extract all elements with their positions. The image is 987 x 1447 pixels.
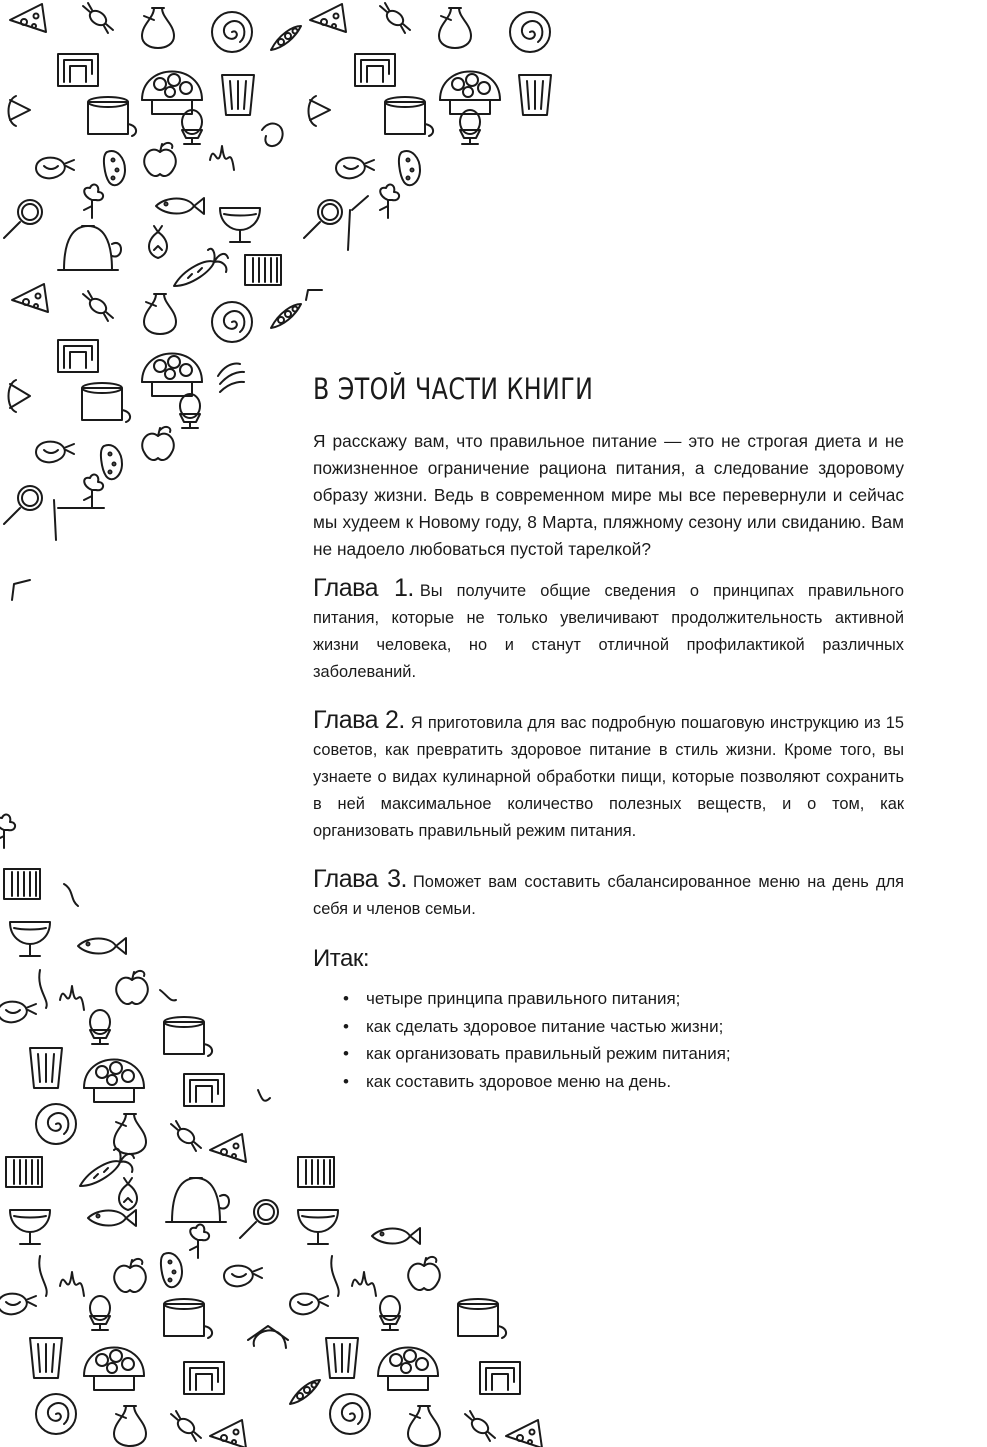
vase-icon <box>142 8 174 48</box>
spoon-icon <box>54 500 104 540</box>
wine-glass-icon <box>10 1210 50 1244</box>
vase-icon <box>114 1114 146 1154</box>
peapod-icon <box>271 304 301 328</box>
fish-icon <box>88 1210 136 1226</box>
sausage-icon <box>101 445 122 479</box>
meat-icon <box>0 1002 36 1023</box>
swirl-bun-icon <box>36 1104 76 1144</box>
egg-cup-icon <box>90 1010 110 1044</box>
cheese-icon <box>210 1134 246 1162</box>
tin-icon <box>164 1299 212 1338</box>
meat-icon <box>0 1294 36 1315</box>
pretzel-icon <box>9 380 31 412</box>
box-icon <box>184 1074 224 1106</box>
summary-heading: Итак: <box>313 945 369 972</box>
sausage-icon <box>399 151 420 185</box>
swirl-icon <box>258 1090 270 1101</box>
vase-icon <box>114 1406 146 1446</box>
box-icon <box>480 1362 520 1394</box>
tin-icon <box>88 97 136 136</box>
fish-icon <box>372 1228 420 1244</box>
wine-glass-icon <box>298 1210 338 1244</box>
peapod-icon <box>271 26 301 50</box>
steam-icon <box>210 146 234 170</box>
meat-icon <box>290 1294 328 1315</box>
swirl-icon <box>160 990 176 1000</box>
page-content <box>313 372 904 1095</box>
onion-icon <box>119 1178 137 1210</box>
chapter-heading: Глава 1. <box>313 574 414 602</box>
swirl-bun-icon <box>510 12 550 52</box>
candy-icon <box>171 1121 201 1151</box>
chapter-1 <box>313 575 904 686</box>
cake-icon <box>142 72 202 115</box>
spoon-icon <box>348 196 368 250</box>
carrot-icon <box>174 249 228 286</box>
jar-icon <box>6 1157 42 1187</box>
magnifier-icon <box>4 200 42 238</box>
chapter-text: Я приготовила для вас подробную пошаговую инструкцию из 15 советов, как превратить здоровое питание в стиль жизни. Кроме того, вы узнаете о видах кулинарной обработки пищи, которые позволяют сохранить в ней максимальное количество полезных веществ, и о том, как организовать правильный режим питания. <box>313 714 904 840</box>
steam-icon <box>352 1272 376 1296</box>
cloche-icon <box>166 1178 229 1222</box>
jar-icon <box>4 869 40 899</box>
box-icon <box>184 1362 224 1394</box>
apple-icon <box>408 1257 440 1290</box>
glass-icon <box>222 75 254 115</box>
sausage-icon <box>161 1253 182 1287</box>
swirl-icon <box>64 884 78 906</box>
apple-icon <box>142 427 174 460</box>
box-icon <box>58 54 98 86</box>
swirl-bun-icon <box>330 1394 370 1434</box>
pretzel-icon <box>9 96 31 126</box>
intro-paragraph: Я расскажу вам, что правильное питание — это не строгая диета и не пожизненное ограничение рациона питания, а следование здоровому образу жизни. Ведь в современном мире мы все перевернули и сейчас мы худеем к Новому году, 8 Марта, пляжному сезону или свиданию. Вам не надоело любоваться пустой тарелкой? <box>313 431 904 559</box>
swirl-icon <box>262 124 283 146</box>
onion-icon <box>149 226 167 258</box>
steam-icon <box>60 986 84 1010</box>
parsley-icon <box>190 1225 209 1258</box>
peapod-icon <box>290 1380 320 1404</box>
candy-icon <box>83 291 113 321</box>
cake-icon <box>84 1348 144 1391</box>
apple-icon <box>116 971 148 1004</box>
egg-cup-icon <box>90 1296 110 1330</box>
fish-icon <box>156 198 204 214</box>
glass-icon <box>326 1338 358 1378</box>
wine-glass-icon <box>220 208 260 242</box>
box-icon <box>58 340 98 372</box>
chapter-heading: Глава 3. <box>313 865 407 893</box>
chapter-text: Вы получите общие сведения о принципах правильного питания, которые не только увеличивают продолжительность активной жизни человека, но и станут отличной профилактикой различных заболеваний. <box>313 582 905 681</box>
swirl-bun-icon <box>212 302 252 342</box>
cheese-icon <box>210 1420 246 1447</box>
glass-icon <box>519 75 551 115</box>
steam-icon <box>218 364 244 392</box>
cheese-icon <box>12 284 48 312</box>
egg-cup-icon <box>460 110 480 144</box>
parsley-icon <box>0 815 15 848</box>
swirl-bun-icon <box>36 1394 76 1434</box>
cake-icon <box>440 72 500 115</box>
candy-icon <box>465 1411 495 1441</box>
egg-cup-icon <box>380 1296 400 1330</box>
tin-icon <box>458 1299 506 1338</box>
apple-icon <box>144 143 176 176</box>
magnifier-icon <box>240 1200 278 1238</box>
meat-icon <box>36 158 74 179</box>
glass-icon <box>30 1048 62 1088</box>
swirl-bun-icon <box>212 12 252 52</box>
cloche-icon <box>58 226 121 270</box>
spoon-icon <box>12 580 30 600</box>
wine-glass-icon <box>10 922 50 956</box>
glass-icon <box>30 1338 62 1378</box>
spoon-icon <box>331 1256 338 1296</box>
chapter-text: Поможет вам составить сбалансированное меню на день для себя и членов семьи. <box>313 873 905 918</box>
chapter-3 <box>313 866 904 923</box>
vase-icon <box>439 8 471 48</box>
vase-icon <box>408 1406 440 1446</box>
jar-icon <box>245 255 281 285</box>
meat-icon <box>36 442 74 463</box>
parsley-icon <box>84 185 103 218</box>
box-icon <box>355 54 395 86</box>
parsley-icon <box>84 475 103 508</box>
fish-icon <box>78 938 126 954</box>
spoon-icon <box>39 1256 46 1296</box>
cake-icon <box>142 354 202 397</box>
list-item: • как сделать здоровое питание частью жизни; <box>343 1013 904 1041</box>
egg-cup-icon <box>182 110 202 144</box>
pretzel-icon <box>309 96 331 126</box>
cake-icon <box>84 1060 144 1103</box>
tin-icon <box>82 383 130 422</box>
pretzel-icon <box>248 1326 288 1348</box>
cake-icon <box>378 1348 438 1391</box>
tin-icon <box>164 1017 212 1056</box>
meat-icon <box>224 1266 262 1287</box>
chapter-2 <box>313 707 904 845</box>
cheese-icon <box>10 4 46 32</box>
jar-icon <box>298 1157 334 1187</box>
cheese-icon <box>506 1420 542 1447</box>
magnifier-icon <box>4 486 42 524</box>
parsley-icon <box>380 185 399 218</box>
spoon-icon <box>39 970 46 1008</box>
candy-icon <box>83 3 113 33</box>
chapter-heading: Глава 2. <box>313 706 405 734</box>
list-item: • как составить здоровое меню на день. <box>343 1068 904 1096</box>
steam-icon <box>60 1272 84 1296</box>
list-item: • четыре принципа правильного питания; <box>343 985 904 1013</box>
candy-icon <box>171 1411 201 1441</box>
vase-icon <box>144 294 176 334</box>
list-item: • как организовать правильный режим питания; <box>343 1040 904 1068</box>
egg-cup-icon <box>180 394 200 428</box>
candy-icon <box>380 3 410 33</box>
sausage-icon <box>104 151 125 185</box>
magnifier-icon <box>304 200 342 238</box>
spoon-icon <box>306 290 322 300</box>
tin-icon <box>385 97 433 136</box>
section-title: В ЭТОЙ ЧАСТИ КНИГИ <box>313 372 594 406</box>
apple-icon <box>114 1259 146 1292</box>
meat-icon <box>336 158 374 179</box>
cheese-icon <box>310 4 346 32</box>
summary-list <box>313 985 904 1095</box>
